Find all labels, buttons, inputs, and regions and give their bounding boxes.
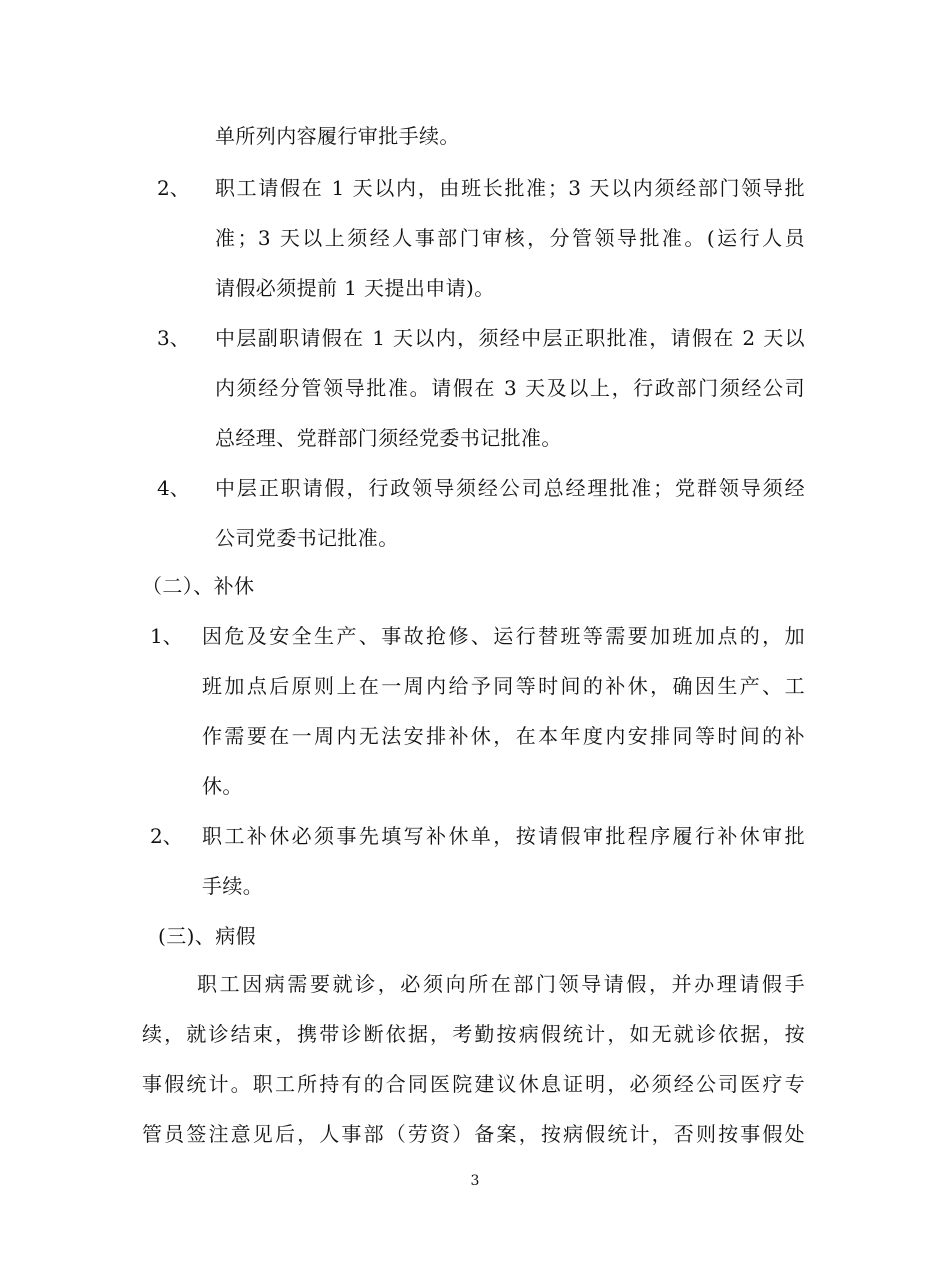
list-item-text: 总经理、党群部门须经党委书记批准。 (215, 426, 562, 450)
list-item-text: 班加点后原则上在一周内给予同等时间的补休，确因生产、工 (202, 674, 805, 698)
list-number: 2、 (150, 824, 183, 848)
section-heading: （二）、补休 (142, 574, 255, 598)
list-number: 4、 (157, 476, 190, 500)
list-item-text: 中层正职请假，行政领导须经公司总经理批准；党群领导须经 (215, 476, 805, 500)
text-line: 单所列内容履行审批手续。 (215, 124, 460, 148)
list-item-text: 中层副职请假在 1 天以内，须经中层正职批准，请假在 2 天以 (215, 326, 805, 350)
section-heading: (三)、病假 (158, 924, 257, 948)
paragraph-line: 续，就诊结束，携带诊断依据，考勤按病假统计，如无就诊依据，按 (142, 1022, 805, 1046)
list-item-text: 因危及安全生产、事故抢修、运行替班等需要加班加点的，加 (202, 624, 805, 648)
list-item-text: 职工补休必须事先填写补休单，按请假审批程序履行补休审批 (202, 824, 805, 848)
list-item-text: 请假必须提前 1 天提出申请)。 (215, 276, 495, 300)
list-item-text: 准；3 天以上须经人事部门审核，分管领导批准。(运行人员 (215, 226, 805, 250)
page-number: 3 (470, 1173, 480, 1189)
list-item-text: 内须经分管领导批准。请假在 3 天及以上，行政部门须经公司 (215, 376, 805, 400)
paragraph-line: 事假统计。职工所持有的合同医院建议休息证明，必须经公司医疗专 (142, 1072, 805, 1096)
list-number: 3、 (157, 326, 190, 350)
paragraph-line: 管员签注意见后，人事部（劳资）备案，按病假统计，否则按事假处 (142, 1122, 805, 1146)
list-item-text: 手续。 (202, 874, 264, 898)
list-item-text: 休。 (202, 774, 243, 798)
list-number: 1、 (150, 624, 183, 648)
list-item-text: 职工请假在 1 天以内，由班长批准；3 天以内须经部门领导批 (215, 176, 805, 200)
list-item-text: 作需要在一周内无法安排补休，在本年度内安排同等时间的补 (202, 724, 805, 748)
paragraph-line: 职工因病需要就诊，必须向所在部门领导请假，并办理请假手 (197, 972, 805, 996)
list-number: 2、 (157, 176, 190, 200)
list-item-text: 公司党委书记批准。 (215, 526, 399, 550)
